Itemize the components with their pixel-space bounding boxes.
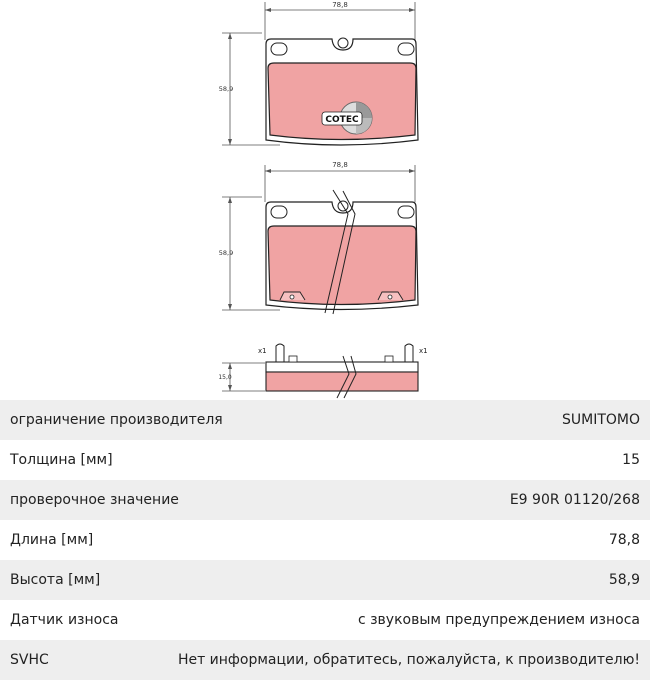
dim-arrow bbox=[228, 385, 232, 391]
dim-arrow bbox=[228, 304, 232, 310]
spec-key: Толщина [мм] bbox=[10, 452, 113, 468]
dim-thickness: 15,0 bbox=[218, 374, 232, 381]
spec-value: 58,9 bbox=[608, 572, 640, 588]
dim-arrow bbox=[228, 33, 232, 39]
clip-label-left: x1 bbox=[258, 347, 267, 355]
mount-hole bbox=[271, 43, 287, 55]
mount-hole bbox=[398, 206, 414, 218]
spec-row bbox=[0, 400, 650, 440]
dim-height-mid: 58,9 bbox=[218, 249, 234, 257]
dim-width-top: 78,8 bbox=[332, 1, 348, 9]
clip-label-right: x1 bbox=[419, 347, 428, 355]
dim-arrow bbox=[228, 139, 232, 145]
mount-hole bbox=[398, 43, 414, 55]
spec-key: Длина [мм] bbox=[10, 532, 94, 548]
dim-arrow bbox=[265, 8, 271, 12]
spec-key: проверочное значение bbox=[10, 492, 179, 508]
side-clip bbox=[276, 344, 284, 362]
friction-pad bbox=[268, 63, 416, 140]
dim-arrow bbox=[228, 363, 232, 369]
dim-arrow bbox=[265, 169, 271, 173]
mount-hole bbox=[271, 206, 287, 218]
dim-height-top: 58,9 bbox=[218, 85, 234, 93]
dim-width-mid: 78,8 bbox=[332, 161, 348, 169]
spec-value: с звуковым предупреждением износа bbox=[357, 612, 640, 628]
spec-row bbox=[0, 440, 650, 480]
spec-key: ограничение производителя bbox=[10, 412, 223, 428]
clip-hole bbox=[290, 295, 294, 299]
spec-key: SVHC bbox=[10, 652, 49, 668]
spec-value: 15 bbox=[622, 452, 640, 468]
spec-value: 78,8 bbox=[608, 532, 640, 548]
spec-row bbox=[0, 640, 650, 680]
spec-row bbox=[0, 480, 650, 520]
spec-row bbox=[0, 560, 650, 600]
logo-text: COTEC bbox=[325, 115, 359, 125]
side-clip-tab bbox=[385, 356, 393, 362]
side-clip-tab bbox=[289, 356, 297, 362]
dim-arrow bbox=[409, 8, 415, 12]
spec-row bbox=[0, 600, 650, 640]
side-backing bbox=[266, 362, 418, 372]
spec-key: Высота [мм] bbox=[10, 572, 101, 588]
spec-value: E9 90R 01120/268 bbox=[509, 492, 640, 508]
side-clip bbox=[405, 344, 413, 362]
mount-hole bbox=[338, 38, 348, 48]
clip-hole bbox=[388, 295, 392, 299]
spec-key: Датчик износа bbox=[10, 612, 119, 628]
specs-table bbox=[0, 400, 650, 680]
spec-row bbox=[0, 520, 650, 560]
spec-value: Нет информации, обратитесь, пожалуйста, к производителю! bbox=[177, 652, 640, 668]
dim-arrow bbox=[228, 197, 232, 203]
spec-value: SUMITOMO bbox=[561, 412, 640, 428]
dim-arrow bbox=[409, 169, 415, 173]
